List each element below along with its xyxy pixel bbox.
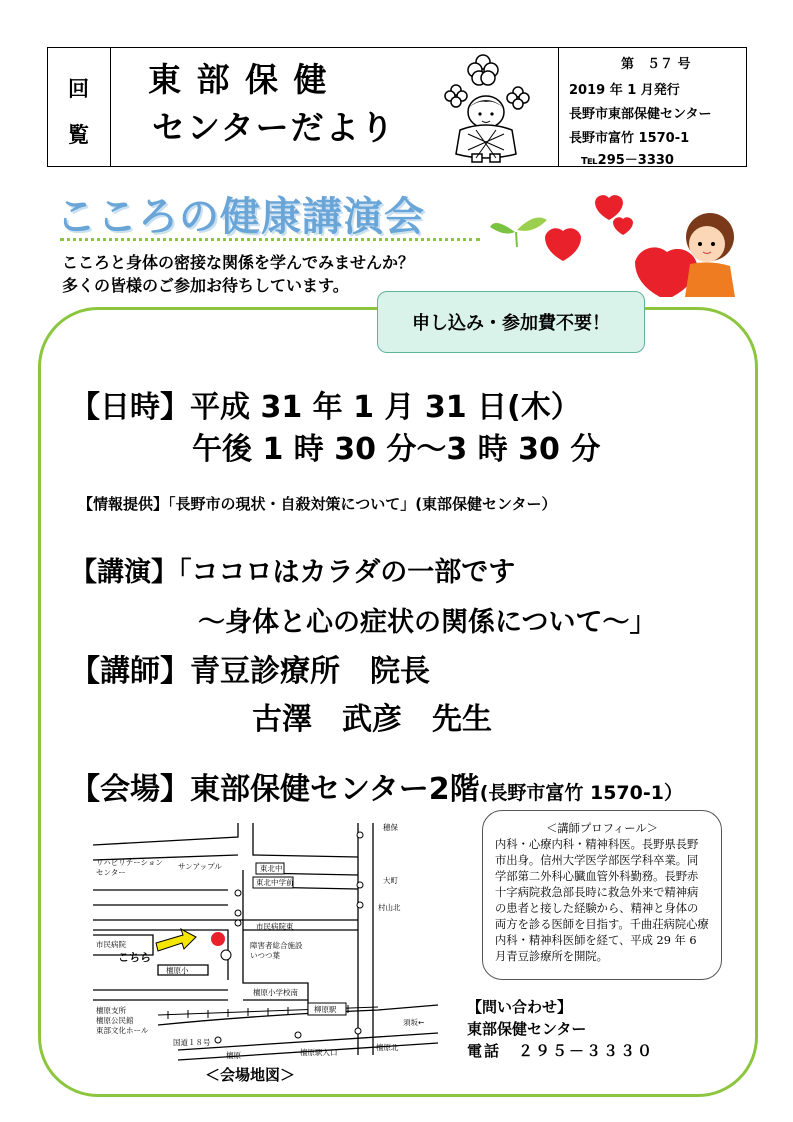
map-label-shiminbyoin: 市民病院 — [96, 940, 126, 949]
lecturer-name: 古澤 武彦 先生 — [252, 702, 492, 737]
map-label-yanagihara-eki: 柳原駅 — [314, 1005, 337, 1014]
map-label-tohoku-chugaku: 東北中学前 — [256, 878, 294, 887]
map-label-kochira: こちら — [118, 951, 151, 964]
map-label-shiminbyoin-higashi: 市民病院東 — [256, 922, 294, 931]
map-label-sunapple: サンアップル — [178, 862, 222, 871]
intro-line-1: こころと身体の密接な関係を学んでみませんか？ — [62, 253, 415, 272]
publisher-address: 長野市富竹 1570-1 — [569, 131, 690, 146]
intro-line-2: 多くの皆様のご参加お待ちしています。 — [62, 276, 349, 295]
map-label-hoho: 穂保 — [383, 823, 398, 832]
map-label-kominkan: 檀原公民館 — [96, 1016, 134, 1025]
map-label-shinohara: 檀原 — [226, 1051, 241, 1060]
circulation-char-2: 覧 — [68, 123, 89, 147]
map-label-bunka: 東部文化ホール — [96, 1026, 149, 1035]
map-label-shogaisha: 障害者総合施設 — [250, 941, 303, 950]
map-label-suzaka: 須坂← — [403, 1018, 425, 1027]
circulation-stamp — [47, 47, 111, 167]
mascot-illustration — [438, 50, 538, 166]
date-line: 【日時】平成 31 年 1 月 31 日(木） — [70, 390, 581, 425]
info-provision-line: 【情報提供】「長野市の現状・自殺対策について」(東部保健センター） — [78, 495, 557, 513]
free-admission-text: 申し込み・参加費不要！ — [412, 313, 610, 334]
map-label-shinohara-sho-minami: 檀原小学校南 — [253, 988, 298, 997]
venue-address: (長野市富竹 1570-1） — [479, 782, 683, 804]
venue-name: 【会場】東部保健センター2階 — [70, 772, 480, 807]
contact-org: 東部保健センター — [467, 1020, 587, 1038]
profile-heading: ＜講師プロフィール＞ — [546, 822, 658, 835]
map-label-itsutsuba: いつつ葉 — [250, 951, 280, 960]
event-title: こころの健康講演会 — [56, 194, 425, 240]
map-label-shinohara-ekiiriguchi: 檀原駅入口 — [300, 1048, 338, 1057]
time-line: 午後 1 時 30 分～3 時 30 分 — [192, 432, 601, 467]
map-label-kokudo: 国道１８号 — [173, 1038, 211, 1047]
venue-line — [70, 764, 683, 808]
lecture-line: 【講演】「ココロはカラダの一部です — [70, 557, 516, 588]
contact-block — [467, 996, 654, 1062]
newsletter-title-line1: 東 部 保 健 — [148, 60, 329, 99]
contact-label: 【問い合わせ】 — [467, 998, 573, 1016]
map-label-omachi: 大町 — [383, 876, 398, 885]
profile-body: 内科・心療内科・精神科医。長野県長野市出身。信州大学医学部医学科卒業。同学部第二外科心臓血管外科勤務。長野赤十字病院救急部長時に救急外来で精神病の患者と接した経験から、精神と身体の両方を診る医師を目指す。千曲荘病院心療内科・精神科医師を経て、平成 29 年 6 月青豆診療所を開院。 — [495, 838, 709, 963]
publisher-name: 長野市東部保健センター — [569, 107, 712, 122]
map-label-rehab: リハビリテーション — [96, 858, 163, 867]
circulation-char-1: 回 — [68, 77, 89, 101]
map-label-tohokuchu: 東北中 — [260, 864, 283, 873]
publisher-tel: ℡295－3330 — [581, 153, 674, 168]
issue-number: 第 ５７ 号 — [621, 57, 691, 72]
map-label-shinohara-kita: 檀原北 — [376, 1043, 399, 1052]
map-label-center: センター — [96, 868, 126, 877]
dotted-divider — [60, 238, 480, 241]
map-label-shinohara-sho: 檀原小 — [166, 966, 189, 975]
newsletter-title-line2: センターだより — [152, 108, 396, 147]
map-label-murayamakita: 村山北 — [378, 903, 401, 912]
lecture-subtitle: ～身体と心の症状の関係について～」 — [198, 607, 657, 638]
contact-tel: 電話 ２９５－３３３０ — [467, 1042, 655, 1060]
free-admission-badge — [377, 291, 645, 353]
publish-date: 2019 年 1 月発行 — [569, 83, 680, 98]
hearts-girl-illustration — [485, 192, 745, 297]
lecturer-line: 【講師】青豆診療所 院長 — [70, 654, 430, 689]
map-caption: ＜会場地図＞ — [205, 1066, 296, 1084]
issue-info — [558, 47, 747, 167]
lecturer-profile — [482, 810, 722, 980]
map-label-shisho: 檀原支所 — [96, 1006, 126, 1015]
venue-map — [78, 815, 458, 1065]
